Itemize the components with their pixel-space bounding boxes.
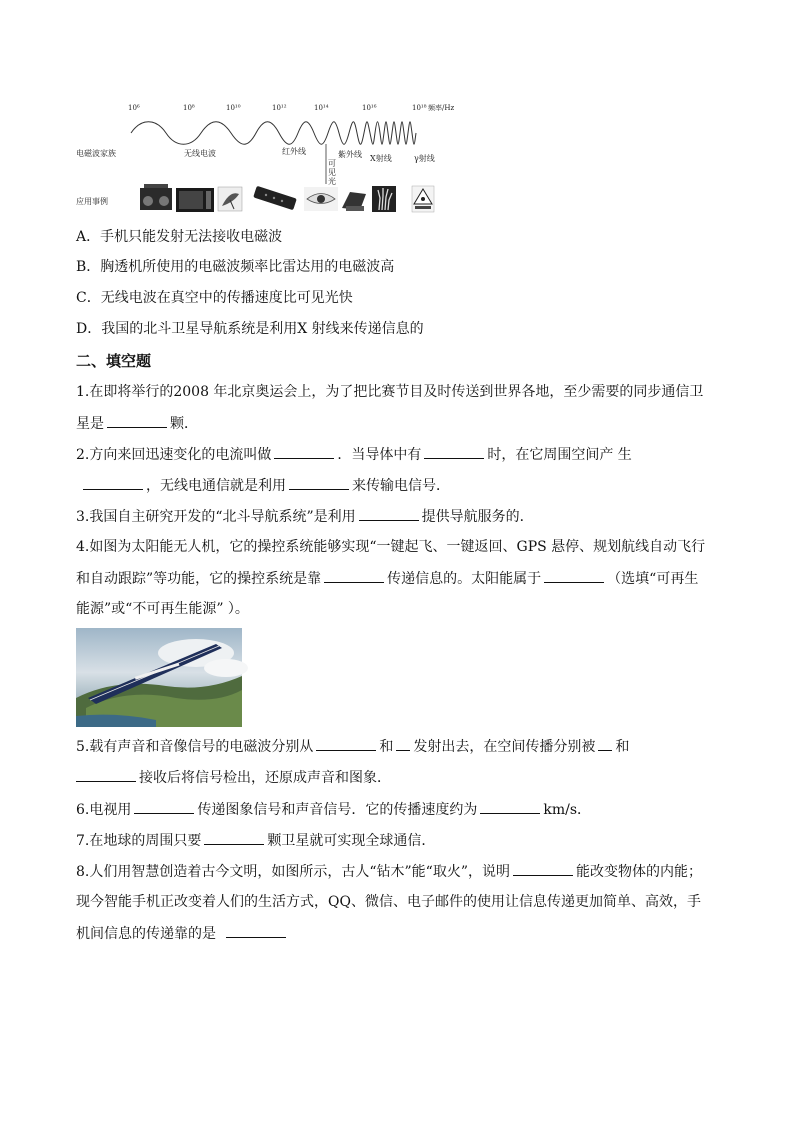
answer-blank[interactable] <box>76 767 136 782</box>
freq-tick: 10¹⁶ <box>362 104 377 112</box>
satellite-dish-icon <box>218 187 242 211</box>
family-label: 电磁波家族 <box>76 149 116 158</box>
q7-text: 颗卫星就可实现全球通信． <box>267 833 436 849</box>
answer-blank[interactable] <box>107 413 167 428</box>
q2-text: ，无线电通信就是利用 <box>146 478 286 494</box>
band-ir-label: 红外线 <box>282 147 306 156</box>
answer-blank[interactable] <box>513 861 573 876</box>
q8-text: 8.人们用智慧创造着古今文明，如图所示，古人“钻木”能“取火”，说明 <box>76 864 510 880</box>
em-wave <box>131 122 416 145</box>
q2-text: ．当导体中有 <box>337 447 422 463</box>
question-3 <box>76 506 534 527</box>
question-2-line-1 <box>76 444 632 465</box>
q4-text: 传递信息的。太阳能属于 <box>387 571 542 587</box>
solar-drone-svg <box>76 628 242 727</box>
question-8-line-1 <box>76 861 702 882</box>
freq-tick: 10¹² <box>272 104 287 112</box>
question-4-line-2 <box>76 568 698 589</box>
question-6 <box>76 799 591 820</box>
answer-blank[interactable] <box>274 444 334 459</box>
question-2-line-2 <box>80 475 450 496</box>
uv-lamp-icon <box>342 192 366 211</box>
answer-blank[interactable] <box>598 736 612 751</box>
band-visible-label: 见 <box>328 168 336 177</box>
band-visible-label: 可 <box>328 159 336 168</box>
option-c: C．无线电波在真空中的传播速度比可见光快 <box>76 290 353 306</box>
band-xray-label: X射线 <box>370 154 392 163</box>
answer-blank[interactable] <box>324 568 384 583</box>
answer-blank[interactable] <box>226 923 286 938</box>
question-8-line-2: 现今智能手机正改变着人们的生活方式，QQ、微信、电子邮件的使用让信息传递更加简单、高效，手 <box>76 894 701 910</box>
q7-text: 7.在地球的周围只要 <box>76 833 202 849</box>
q5-text: 发射出去，在空间传播分别被 <box>413 739 596 755</box>
question-5-line-2 <box>76 767 391 788</box>
q6-text: 6.电视用 <box>76 802 132 818</box>
q5-text: 和 <box>379 739 394 755</box>
answer-blank[interactable] <box>134 799 194 814</box>
xray-hand-icon <box>372 186 396 212</box>
q5-text: 和 <box>615 739 630 755</box>
apps-label: 应用事例 <box>76 197 108 206</box>
q2-text: 来传输电信号． <box>352 478 450 494</box>
answer-blank[interactable] <box>544 568 604 583</box>
answer-blank[interactable] <box>424 444 484 459</box>
q3-text: 3.我国自主研究开发的“北斗导航系统”是利用 <box>76 509 356 525</box>
question-8-line-3 <box>76 923 289 944</box>
q1-text: 星是 <box>76 416 104 432</box>
freq-tick: 10¹⁸ <box>412 104 427 112</box>
freq-tick: 10⁸ <box>183 104 195 112</box>
radio-icon <box>140 184 172 210</box>
answer-blank[interactable] <box>359 506 419 521</box>
question-4-line-3: 能源”或“不可再生能源” ）。 <box>76 601 249 617</box>
q6-text: 传递图象信号和声音信号．它的传播速度约为 <box>197 802 478 818</box>
option-b: B．胸透机所使用的电磁波频率比雷达用的电磁波高 <box>76 259 395 275</box>
question-4-line-1: 4.如图为太阳能无人机，它的操控系统能够实现“一键起飞、一键返回、GPS 悬停、规划航线自动飞行 <box>76 539 706 555</box>
microwave-icon <box>176 188 214 212</box>
option-a: A．手机只能发射无法接收电磁波 <box>76 229 283 245</box>
freq-tick: 10¹⁴ <box>314 104 329 112</box>
q3-text: 提供导航服务的． <box>421 509 534 525</box>
freq-tick: 10⁶ <box>128 104 140 112</box>
q1-text: 颗． <box>170 416 198 432</box>
q4-text: （选填“可再生 <box>607 571 699 587</box>
answer-blank[interactable] <box>480 799 540 814</box>
question-5-line-1 <box>76 736 629 757</box>
em-spectrum-svg <box>76 98 455 216</box>
remote-control-icon <box>253 186 297 210</box>
q6-text: km/s． <box>543 802 592 818</box>
freq-tick: 10¹⁰ <box>226 104 241 112</box>
band-gamma-label: γ射线 <box>414 154 435 163</box>
q4-text: 和自动跟踪”等功能，它的操控系统是靠 <box>76 571 322 587</box>
answer-blank[interactable] <box>83 475 143 490</box>
freq-unit-label: 频率/Hz <box>428 104 455 112</box>
band-uv-label: 紫外线 <box>338 150 362 159</box>
question-1-line-2 <box>76 413 198 434</box>
q8-text: 能改变物体的内能； <box>576 864 702 880</box>
answer-blank[interactable] <box>289 475 349 490</box>
answer-blank[interactable] <box>204 830 264 845</box>
q2-text: 2.方向来回迅速变化的电流叫做 <box>76 447 272 463</box>
option-d: D．我国的北斗卫星导航系统是利用X 射线来传递信息的 <box>76 321 424 337</box>
q5-text: 接收后将信号检出，还原成声音和图象． <box>139 770 391 786</box>
answer-blank[interactable] <box>396 736 410 751</box>
answer-blank[interactable] <box>316 736 376 751</box>
eye-icon <box>304 187 338 211</box>
radiation-sign-icon <box>412 186 434 212</box>
band-radio-label: 无线电波 <box>184 149 216 158</box>
question-1-line-1: 1.在即将举行的2008 年北京奥运会上，为了把比赛节目及时传送到世界各地，至少需要的同步通信卫 <box>76 384 704 400</box>
solar-drone-photo <box>76 628 242 727</box>
band-visible-label: 光 <box>328 177 336 186</box>
q2-text: 时，在它周围空间产 生 <box>487 447 632 463</box>
section-heading: 二、填空题 <box>76 352 152 370</box>
question-7 <box>76 830 435 851</box>
q8-text: 机间信息的传递靠的是 <box>76 926 216 942</box>
em-spectrum-figure <box>76 98 455 216</box>
q5-text: 5.载有声音和音像信号的电磁波分别从 <box>76 739 314 755</box>
